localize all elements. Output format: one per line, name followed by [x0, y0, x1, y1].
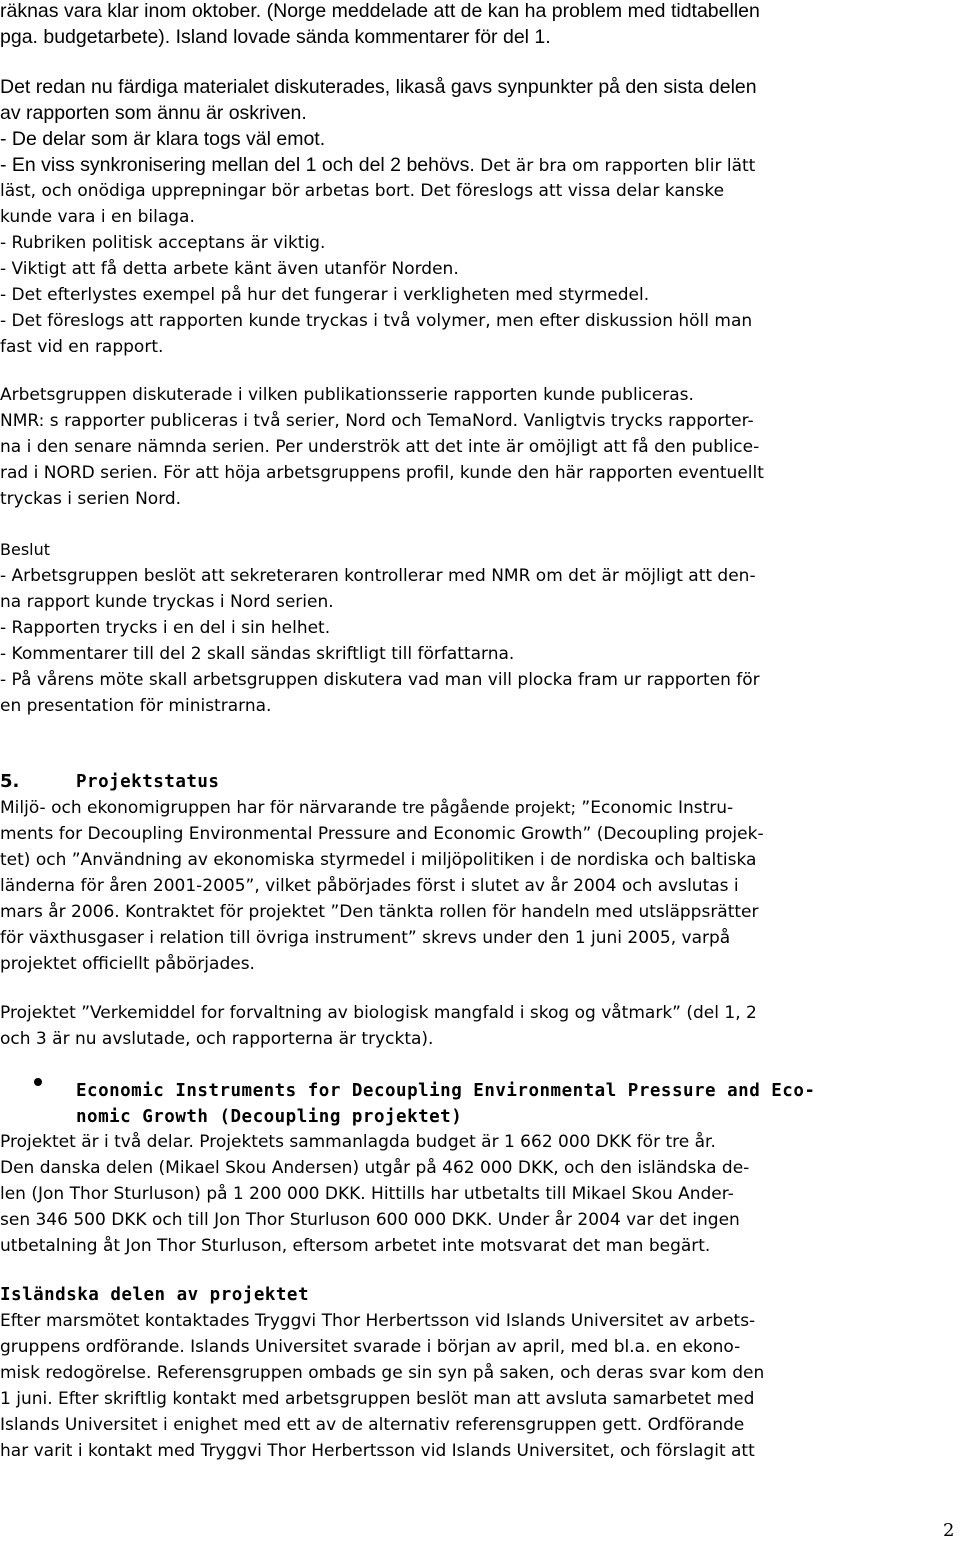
text-line: - Rubriken politisk acceptans är viktig.: [0, 233, 326, 253]
text-line: Projektet är i två delar. Projektets sammanlagda budget är 1 662 000 DKK för tre år.: [0, 1132, 716, 1152]
text-line: Den danska delen (Mikael Skou Andersen) utgår på 462 000 DKK, och den isländska de-: [0, 1158, 750, 1178]
text-line: för växthusgaser i relation till övriga instrument” skrevs under den 1 juni 2005, varpå: [0, 928, 731, 948]
text-line: - En viss synkronisering mellan del 1 och del 2 behövs. Det är bra om rapporten blir lätt: [0, 154, 756, 176]
text-line: utbetalning åt Jon Thor Sturluson, eftersom arbetet inte motsvarat det man begärt.: [0, 1236, 711, 1256]
text-line: pga. budgetarbete). Island lovade sända kommentarer för del 1.: [0, 26, 551, 48]
text-line: mars år 2006. Kontraktet för projektet ”Den tänkta rollen för handeln med utsläppsrätter: [0, 902, 759, 922]
text-line: tet) och ”Användning av ekonomiska styrmedel i miljöpolitiken i de nordiska och baltiska: [0, 850, 757, 870]
text-line: - På vårens möte skall arbetsgruppen diskutera vad man vill plocka fram ur rapporten för: [0, 670, 760, 690]
text-line: misk redogörelse. Referensgruppen ombads ge sin syn på saken, och deras svar kom den: [0, 1363, 765, 1383]
text-line: Arbetsgruppen diskuterade i vilken publikationsserie rapporten kunde publiceras.: [0, 385, 694, 405]
text-line: och 3 är nu avslutade, och rapporterna är tryckta).: [0, 1029, 434, 1049]
section-title: Projektstatus: [76, 772, 220, 792]
subsection-heading: Isländska delen av projektet: [0, 1285, 310, 1305]
text-line: - De delar som är klara togs väl emot.: [0, 128, 326, 150]
section-number: 5.: [0, 771, 20, 792]
text-line: ments for Decoupling Environmental Pressure and Economic Growth” (Decoupling projek-: [0, 824, 764, 844]
text-line: na rapport kunde tryckas i Nord serien.: [0, 592, 334, 612]
text-line: NMR: s rapporter publiceras i två serier, Nord och TemaNord. Vanligtvis trycks rapporter-: [0, 411, 754, 431]
text-line: projektet officiellt påbörjades.: [0, 954, 255, 974]
text-line: fast vid en rapport.: [0, 337, 164, 357]
text-line: en presentation för ministrarna.: [0, 696, 272, 716]
text-line: gruppens ordförande. Islands Universitet svarade i början av april, med bl.a. en ekono-: [0, 1337, 741, 1357]
text-line: - Det efterlystes exempel på hur det fungerar i verkligheten med styrmedel.: [0, 285, 650, 305]
text-line: Projektet ”Verkemiddel for forvaltning av biologisk mangfald i skog og våtmark” (del 1, 2: [0, 1003, 757, 1023]
text-line: läst, och onödiga upprepningar bör arbetas bort. Det föreslogs att vissa delar kanske: [0, 181, 725, 201]
text-line: - Det föreslogs att rapporten kunde tryckas i två volymer, men efter diskussion höll man: [0, 311, 753, 331]
bullet-heading-line: nomic Growth (Decoupling projektet): [76, 1107, 463, 1127]
text-line: Det redan nu färdiga materialet diskuterades, likaså gavs synpunkter på den sista delen: [0, 76, 757, 98]
text-line: Islands Universitet i enighet med ett av de alternativ referensgruppen gett. Ordförande: [0, 1415, 745, 1435]
text-line: räknas vara klar inom oktober. (Norge meddelade att de kan ha problem med tidtabellen: [0, 0, 760, 22]
text-line: - Rapporten trycks i en del i sin helhet.: [0, 618, 331, 638]
text-line: - Viktigt att få detta arbete känt även utanför Norden.: [0, 259, 459, 279]
text-line: av rapporten som ännu är oskriven.: [0, 102, 307, 124]
text-line: - Arbetsgruppen beslöt att sekreteraren kontrollerar med NMR om det är möjligt att den-: [0, 566, 756, 586]
text-line: rad i NORD serien. För att höja arbetsgruppens profil, kunde den här rapporten eventuellt: [0, 463, 764, 483]
text-line: 1 juni. Efter skriftlig kontakt med arbetsgruppen beslöt man att avsluta samarbetet med: [0, 1389, 755, 1409]
text-line: - Kommentarer till del 2 skall sändas skriftligt till författarna.: [0, 644, 515, 664]
text-line: kunde vara i en bilaga.: [0, 207, 195, 227]
page-number: 2: [943, 1520, 955, 1541]
bullet-icon: [34, 1078, 42, 1086]
text-line: na i den senare nämnda serien. Per underströk att det inte är omöjligt att få den publice-: [0, 437, 760, 457]
text-line: sen 346 500 DKK och till Jon Thor Sturluson 600 000 DKK. Under år 2004 var det ingen: [0, 1210, 740, 1230]
bullet-heading-line: Economic Instruments for Decoupling Environmental Pressure and Eco-: [76, 1081, 816, 1101]
text-line: Efter marsmötet kontaktades Tryggvi Thor Herbertsson vid Islands Universitet av arbets-: [0, 1311, 756, 1331]
text-line: länderna för åren 2001-2005”, vilket påbörjades först i slutet av år 2004 och avslutas i: [0, 876, 739, 896]
beslut-heading: Beslut: [0, 540, 51, 559]
text-line: tryckas i serien Nord.: [0, 489, 182, 509]
text-line: len (Jon Thor Sturluson) på 1 200 000 DKK. Hittills har utbetalts till Mikael Skou Ander-: [0, 1184, 734, 1204]
text-line: har varit i kontakt med Tryggvi Thor Herbertsson vid Islands Universitet, och förslagit att: [0, 1441, 755, 1461]
text-line: Miljö- och ekonomigruppen har för närvarande tre pågående projekt; ”Economic Instru-: [0, 798, 734, 818]
